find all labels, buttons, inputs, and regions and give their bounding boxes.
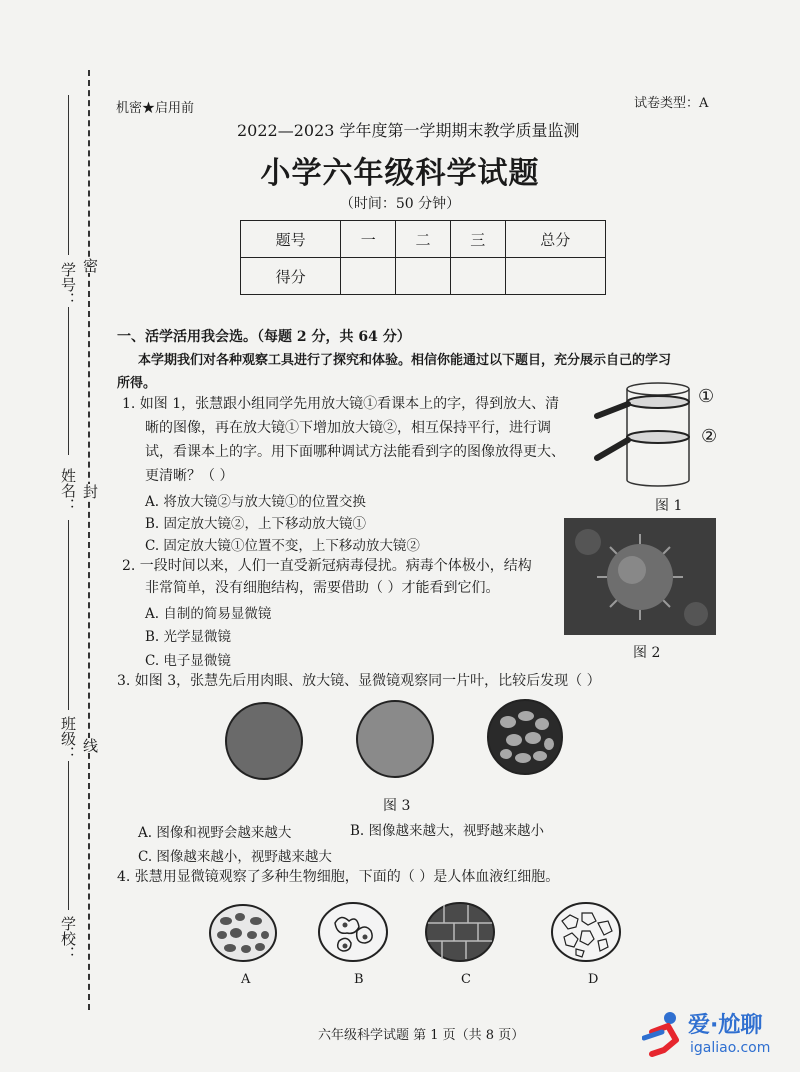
figure3-caption: 图 3	[383, 798, 411, 814]
figure3-naked-eye-view	[225, 702, 303, 780]
q2-line2: 非常简单，没有细胞结构，需要借助（ ）才能看到它们。	[145, 580, 500, 596]
q4-line1: 4. 张慧用显微镜观察了多种生物细胞，下面的（ ）是人体血液红细胞。	[117, 869, 560, 885]
q2-option-a: A. 自制的简易显微镜	[145, 606, 272, 622]
q1-line4: 更清晰？（ ）	[145, 468, 234, 484]
section1-title: 一、活学活用我会选。（每题 2 分，共 64 分）	[117, 329, 411, 345]
q3-line1: 3. 如图 3，张慧先后用肉眼、放大镜、显微镜观察同一片叶，比较后发现（ ）	[117, 673, 601, 689]
section1-intro-line2: 所得。	[117, 376, 157, 391]
score-row-label: 得分	[241, 258, 341, 295]
seal-feng: 封	[81, 484, 99, 499]
q4-cell-d-image	[550, 901, 622, 963]
score-header-qno: 题号	[241, 221, 341, 258]
q1-option-b: B. 固定放大镜②，上下移动放大镜①	[145, 516, 367, 532]
section1-intro-line1: 本学期我们对各种观察工具进行了探究和体验。相信你能通过以下题目，充分展示自己的学习	[138, 353, 672, 368]
score-header-3: 三	[450, 221, 505, 258]
watermark-brand: 爱·尬聊	[688, 1013, 763, 1038]
school-fill-line	[68, 760, 69, 910]
q1-line2: 晰的图像，再在放大镜①下增加放大镜②，相互保持平行，进行调	[145, 420, 551, 436]
figure2-caption: 图 2	[633, 645, 661, 661]
q1-line3: 试，看课本上的字。用下面哪种调试方法能看到字的图像放得更大、	[145, 444, 565, 460]
figure1-lens2-label: ②	[701, 426, 718, 447]
score-cell-3	[450, 258, 505, 295]
q3-option-b: B. 图像越来越大，视野越来越小	[350, 823, 545, 839]
figure3-magnifier-view	[356, 700, 434, 778]
q4-label-a: A	[241, 972, 251, 987]
figure1-lens1-label: ①	[698, 386, 715, 407]
exam-time: （时间：50 分钟）	[339, 196, 461, 212]
score-header-2: 二	[396, 221, 451, 258]
class-label: 班级：	[59, 716, 77, 761]
name-label: 姓名：	[59, 468, 77, 513]
score-table	[240, 220, 606, 295]
q3-option-a: A. 图像和视野会越来越大	[138, 825, 292, 841]
q4-cell-c-image	[424, 901, 496, 963]
score-cell-2	[396, 258, 451, 295]
q2-option-b: B. 光学显微镜	[145, 629, 232, 645]
q1-option-a: A. 将放大镜②与放大镜①的位置交换	[145, 494, 366, 510]
confidential-mark: 机密★启用前	[116, 101, 195, 116]
school-label: 学校：	[59, 916, 77, 961]
q4-label-c: C	[461, 972, 471, 987]
q1-line1: 1. 如图 1，张慧跟小组同学先用放大镜①看课本上的字，得到放大、清	[122, 396, 560, 412]
figure1-caption: 图 1	[655, 498, 683, 514]
q4-cell-b-image	[317, 901, 389, 963]
figure2-virus-image	[564, 518, 716, 635]
seal-mi: 密	[81, 258, 99, 273]
score-header-total: 总分	[505, 221, 605, 258]
q4-label-d: D	[588, 972, 599, 987]
student-no-label: 学号：	[59, 262, 77, 307]
q3-option-c: C. 图像越来越小，视野越来越大	[138, 849, 332, 865]
q2-line1: 2. 一段时间以来，人们一直受新冠病毒侵扰。病毒个体极小，结构	[122, 558, 532, 574]
q2-option-c: C. 电子显微镜	[145, 653, 231, 669]
page-footer: 六年级科学试题 第 1 页（共 8 页）	[318, 1028, 525, 1043]
watermark-runner-icon	[642, 1010, 686, 1058]
watermark-url: igaliao.com	[690, 1040, 771, 1056]
name-fill-line	[68, 305, 69, 455]
score-cell-1	[341, 258, 396, 295]
score-cell-total	[505, 258, 605, 295]
subject-title: 小学六年级科学试题	[260, 156, 540, 191]
exam-title: 2022—2023 学年度第一学期期末教学质量监测	[237, 121, 580, 140]
q4-cell-a-image	[208, 903, 278, 963]
paper-type: 试卷类型：A	[634, 96, 709, 111]
figure3-microscope-view	[486, 698, 564, 776]
q4-label-b: B	[354, 972, 364, 987]
class-fill-line	[68, 520, 69, 710]
score-header-1: 一	[341, 221, 396, 258]
seal-xian: 线	[81, 738, 99, 753]
q1-option-c: C. 固定放大镜①位置不变，上下移动放大镜②	[145, 538, 420, 554]
